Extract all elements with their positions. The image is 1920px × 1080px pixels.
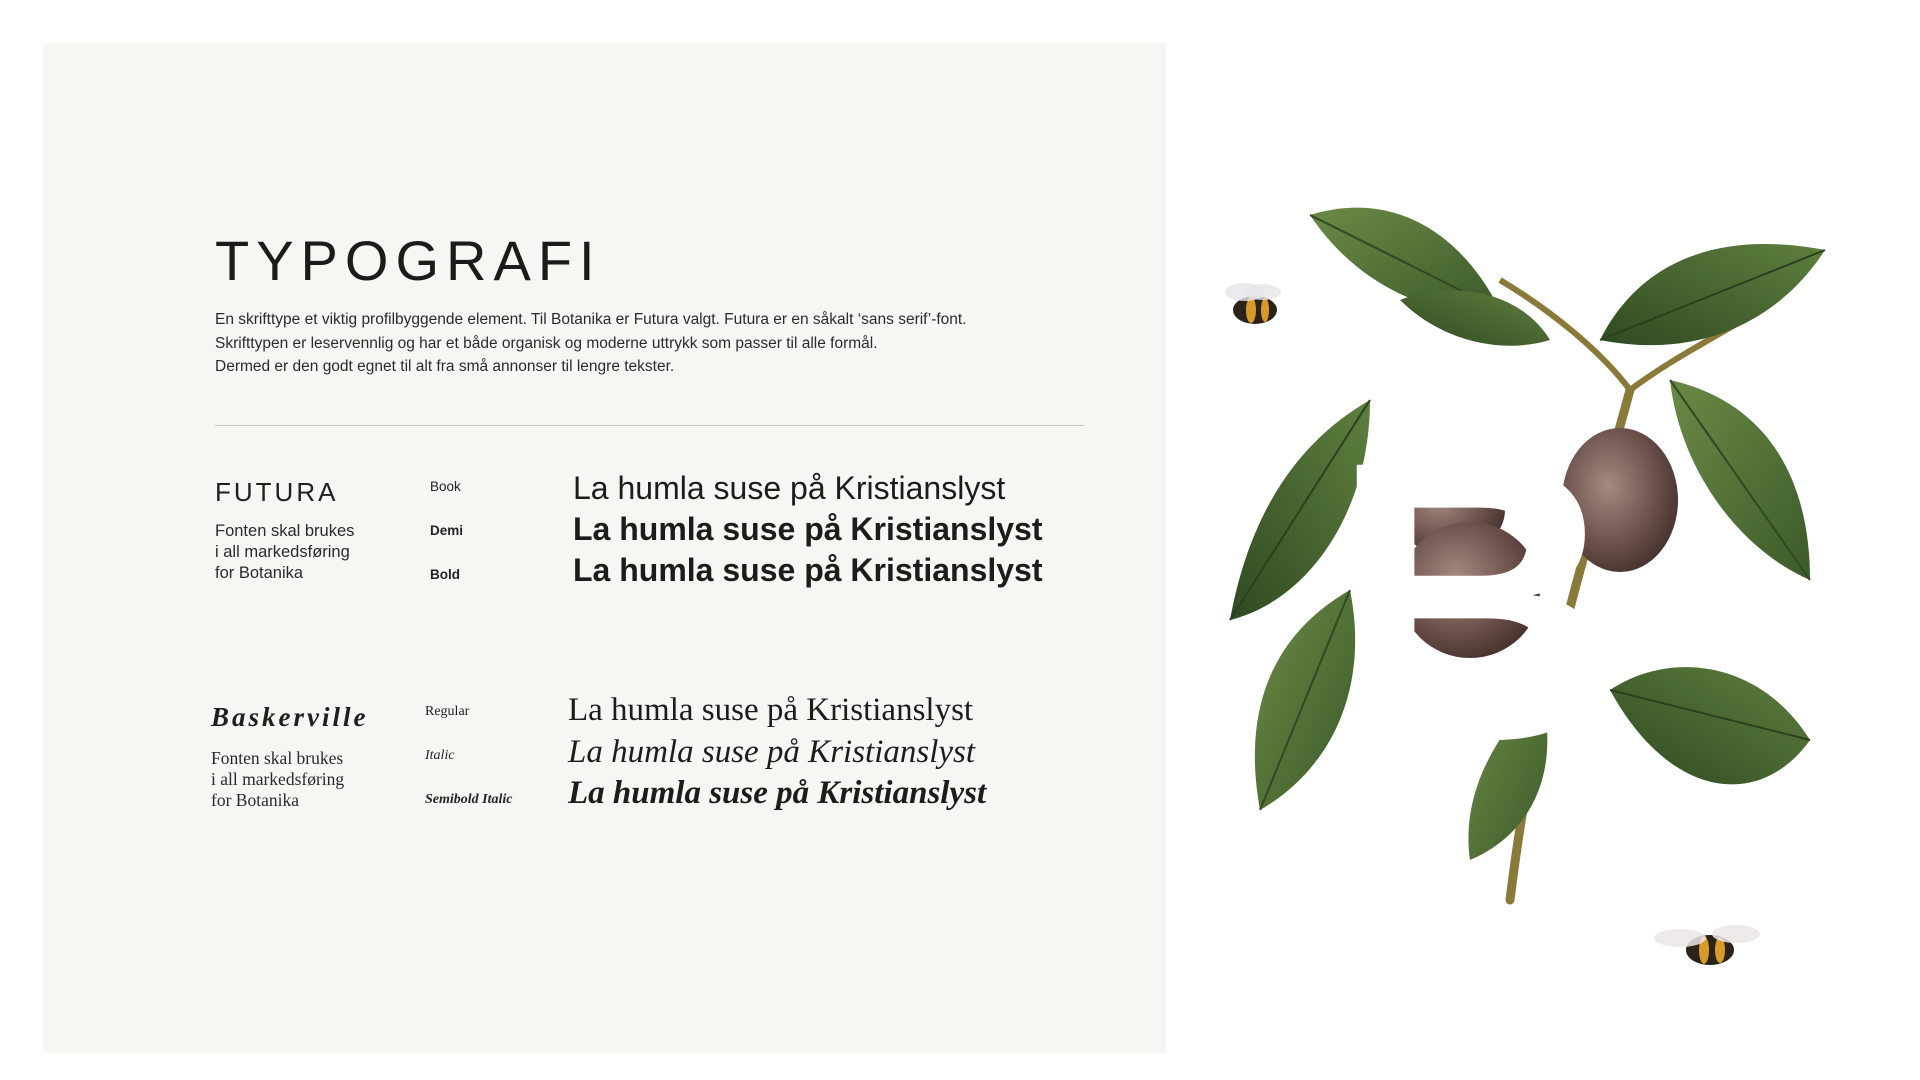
leaf-icon xyxy=(1600,244,1825,345)
illustration-svg xyxy=(1200,170,1890,1030)
bee-icon xyxy=(1225,283,1281,324)
b-letter-icon: B xyxy=(1330,378,1619,825)
intro-line: Dermed er den godt egnet til alt fra små annonser til lengre tekster. xyxy=(215,358,675,375)
weight-label-italic: Italic xyxy=(425,748,455,763)
description-line: Fonten skal brukes xyxy=(215,522,355,540)
leaf-icon xyxy=(1610,667,1810,784)
botanical-illustration xyxy=(1200,170,1890,1030)
weight-label-book: Book xyxy=(430,479,461,494)
font-description xyxy=(211,748,344,811)
font-name: FUTURA xyxy=(215,477,339,507)
intro-line: Skrifttypen er leservennlig og har et både organisk og moderne uttrykk som passer til alle formål. xyxy=(215,334,878,352)
typography-panel xyxy=(43,43,1166,1053)
font-name: Baskerville xyxy=(211,702,369,732)
sample-book: La humla suse på Kristianslyst xyxy=(573,470,1006,506)
weight-label-bold: Bold xyxy=(430,567,460,582)
weight-label-demi: Demi xyxy=(430,523,464,538)
description-line: for Botanika xyxy=(215,564,304,582)
description-line: Fonten skal brukes xyxy=(211,748,344,768)
font-description xyxy=(215,521,354,584)
description-line: i all markedsføring xyxy=(215,543,350,561)
page-title: TYPOGRAFI xyxy=(215,229,602,292)
sample-bold: La humla suse på Kristianslyst xyxy=(573,552,1043,588)
sample-semibold-italic: La humla suse på Kristianslyst xyxy=(568,775,987,811)
bee-icon xyxy=(1654,925,1760,965)
divider xyxy=(215,425,1084,426)
sample-italic: La humla suse på Kristianslyst xyxy=(568,734,976,770)
weight-label-semibold-italic: Semibold Italic xyxy=(425,792,513,807)
description-line: for Botanika xyxy=(211,790,299,810)
weight-label-regular: Regular xyxy=(425,704,470,719)
sample-demi: La humla suse på Kristianslyst xyxy=(573,511,1043,547)
intro-paragraph xyxy=(215,308,1015,379)
sample-regular: La humla suse på Kristianslyst xyxy=(568,692,974,728)
leaf-icon xyxy=(1670,380,1810,580)
intro-line: En skrifttype et viktig profilbyggende element. Til Botanika er Futura valgt. Futura er en såkalt ‘sans serif’-font. xyxy=(215,311,967,328)
description-line: i all markedsføring xyxy=(211,769,345,789)
